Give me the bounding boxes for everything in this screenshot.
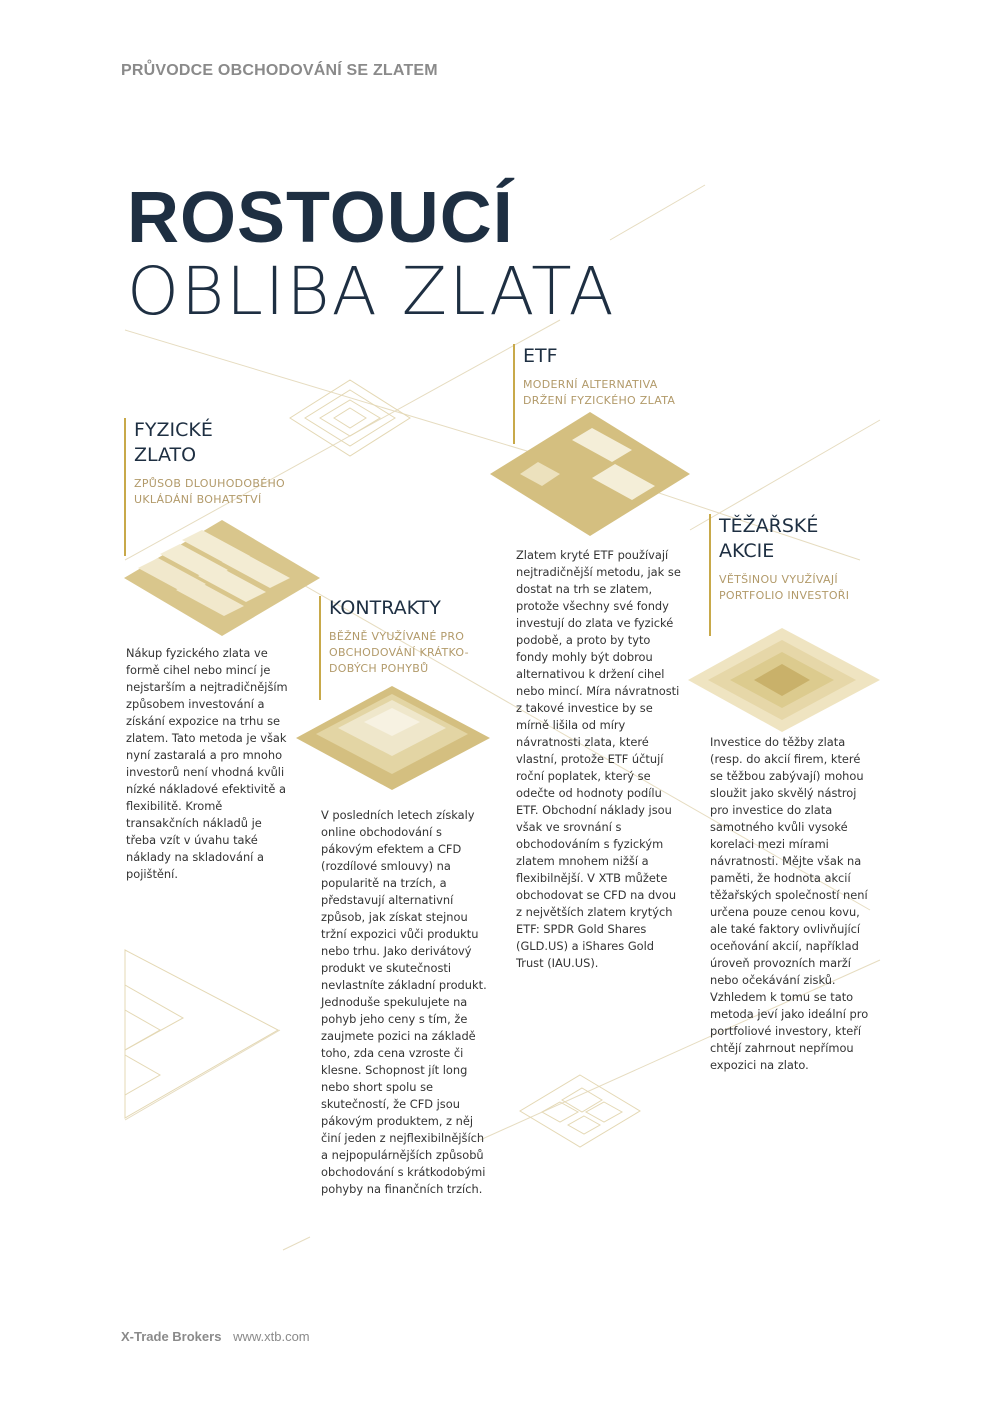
mining-stocks-body: Investice do těžby zlata (resp. do akcií firem, které se těžbou zabývají) mohou sloužit jako skvělý nástroj pro investice do zlata samotného kvůli vysoké korelaci mezi mírami návratnosti. Mějte však na paměti, že hodnota akcií těžařských společností není určena pouze cenou kovu, ale také faktory ovlivňující oceňování akcií, například úroveň provozních marží nebo očekávání zisků. Vzhledem k tomu se tato metoda jeví jako ideální pro portfoliové investory, kteří chtějí zahrnout nepřímou expozici na zlato. xyxy=(710,735,869,1072)
page-title-line1: ROSTOUCÍ xyxy=(127,178,514,258)
page-title-line2: OBLIBA ZLATA xyxy=(127,253,616,330)
physical-gold-subtitle: ZPŮSOB DLOUHODOBÉHO UKLÁDÁNÍ BOHATSTVÍ xyxy=(134,477,286,506)
footer-brand: X-Trade Brokers xyxy=(121,1329,222,1344)
etf-title: ETF xyxy=(523,345,558,367)
mining-stocks-subtitle: VĚTŠINOU VYUŽÍVAJÍ PORTFOLIO INVESTOŘI xyxy=(719,573,850,602)
outline-diamond-top xyxy=(290,380,410,456)
physical-gold-card xyxy=(124,418,285,556)
physical-gold-title: FYZICKÉ ZLATO xyxy=(134,419,213,466)
etf-subtitle: MODERNÍ ALTERNATIVA DRŽENÍ FYZICKÉHO ZLATA xyxy=(523,378,676,407)
document-header: PRŮVODCE OBCHODOVÁNÍ SE ZLATEM xyxy=(121,62,438,79)
mining-stocks-card xyxy=(709,514,849,636)
contracts-subtitle: BĚŽNĚ VYUŽÍVANÉ PRO OBCHODOVÁNÍ KRÁTKO- DOBÝCH POHYBŮ xyxy=(329,630,469,675)
footer-url-link[interactable]: www.xtb.com xyxy=(233,1329,310,1344)
contracts-illustration xyxy=(296,686,490,790)
footer xyxy=(121,1329,310,1344)
mining-stocks-title: TĚŽAŘSKÉ AKCIE xyxy=(719,515,819,562)
contracts-card xyxy=(319,596,469,700)
mining-illustration xyxy=(688,628,880,732)
contracts-body: V posledních letech získaly online obchodování s pákovým efektem a CFD (rozdílové smlouvy) na popularitě na trzích, a představují alternativní způsob, jak získat stejnou tržní expozici vůči produktu nebo trhu. Jako derivátový produkt ve skutečnosti nevlastníte základní produkt. Jednoduše spekulujete na pohyb jeho ceny s tím, že zaujmete pozici na základě toho, zda cena vzroste či klesne. Schopnost jít long nebo short spolu se skutečností, že CFD jsou pákovým produktem, z něj činí jeden z nejflexibilnějších a nejpopulárnějších způsobů obchodování s krátkodobými pohyby na finančních trzích. xyxy=(321,808,487,1196)
outline-squares-bottom xyxy=(520,1075,640,1147)
etf-body: Zlatem kryté ETF používají nejtradičnější metodu, jak se dostat na trh se zlatem, protože všechny své fondy investují do zlata ve fyzické podobě, a proto by tyto fondy mohly být dobrou alternativou k držení cihel nebo mincí. Míra návratnosti z takové investice by se mírně lišila od míry návratnosti zlata, které vlastní, protože ETF účtují roční poplatek, který se odečte od hodnoty podílu ETF. Obchodní náklady jsou však ve srovnání s obchodováním s fyzickým zlatem mnohem nižší a flexibilnější. V XTB můžete obchodovat se CFD na dvou z největších zlatem krytých ETF: SPDR Gold Shares (GLD.US) a iShares Gold Trust (IAU.US). xyxy=(516,548,681,970)
physical-gold-body: Nákup fyzického zlata ve formě cihel nebo mincí je nejstarším a nejtradičnějším způsobem investování a získání expozice na trhu se zlatem. Tato metoda je však nyní zastaralá a pro mnoho investorů není vhodná kvůli nízké nákladové efektivitě a flexibilitě. Kromě transakčních nákladů je třeba vzít v úvahu také náklady na skladování a pojištění. xyxy=(126,646,288,881)
contracts-title: KONTRAKTY xyxy=(329,597,441,619)
outline-bars-bottom-left xyxy=(125,950,278,1118)
etf-card xyxy=(513,344,675,444)
